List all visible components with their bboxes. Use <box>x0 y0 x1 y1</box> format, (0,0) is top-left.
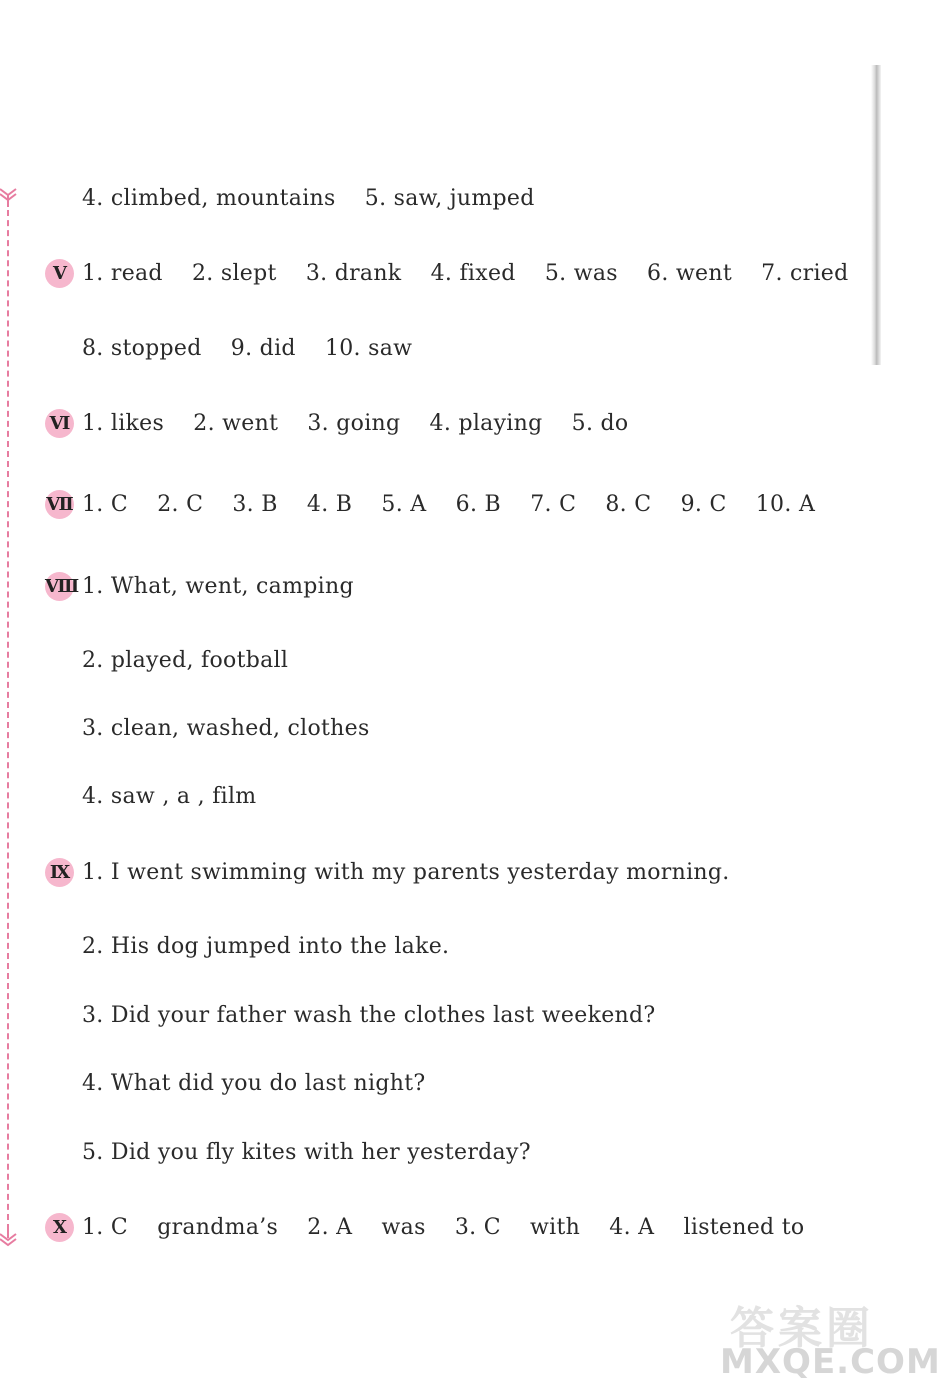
answer-line-ix-5: 5. Did you fly kites with her yesterday? <box>82 1140 531 1165</box>
answer-line-viii-2: 2. played, football <box>82 648 289 673</box>
section-badge-vii: Ⅶ <box>45 490 74 519</box>
answer-line-viii-3: 3. clean, washed, clothes <box>82 716 370 741</box>
watermark-domain-text: MXQE.COM <box>720 1342 941 1382</box>
answer-line-v-1: 1. read 2. slept 3. drank 4. fixed 5. was 6. went 7. cried <box>82 261 849 286</box>
answer-line-iv-cont: 4. climbed, mountains 5. saw, jumped <box>82 186 535 211</box>
answer-line-viii-1: 1. What, went, camping <box>82 574 354 599</box>
scan-edge-shadow <box>871 65 881 365</box>
section-badge-x: Ⅹ <box>45 1213 74 1242</box>
section-badge-vi: Ⅵ <box>45 409 74 438</box>
section-badge-viii: Ⅷ <box>45 572 74 601</box>
answer-line-v-2: 8. stopped 9. did 10. saw <box>82 336 413 361</box>
answer-line-ix-4: 4. What did you do last night? <box>82 1071 426 1096</box>
section-badge-v: Ⅴ <box>45 259 74 288</box>
answer-line-ix-3: 3. Did your father wash the clothes last weekend? <box>82 1003 656 1028</box>
arrow-down-icon <box>0 1226 20 1248</box>
answer-line-vi-1: 1. likes 2. went 3. going 4. playing 5. do <box>82 411 629 436</box>
answer-line-ix-2: 2. His dog jumped into the lake. <box>82 934 450 959</box>
cut-line-dashed <box>7 200 9 1230</box>
section-badge-ix: Ⅸ <box>45 858 74 887</box>
arrow-up-icon <box>0 185 20 207</box>
watermark-top-text: 答案圈 <box>730 1303 874 1354</box>
answer-line-vii-1: 1. C 2. C 3. B 4. B 5. A 6. B 7. C 8. C 9. C 10. A <box>82 492 816 517</box>
answer-line-viii-4: 4. saw , a , film <box>82 784 257 809</box>
answer-line-ix-1: 1. I went swimming with my parents yesterday morning. <box>82 860 730 885</box>
watermark-logo <box>712 1292 941 1384</box>
answer-line-x-1: 1. C grandma’s 2. A was 3. C with 4. A listened to <box>82 1215 805 1240</box>
